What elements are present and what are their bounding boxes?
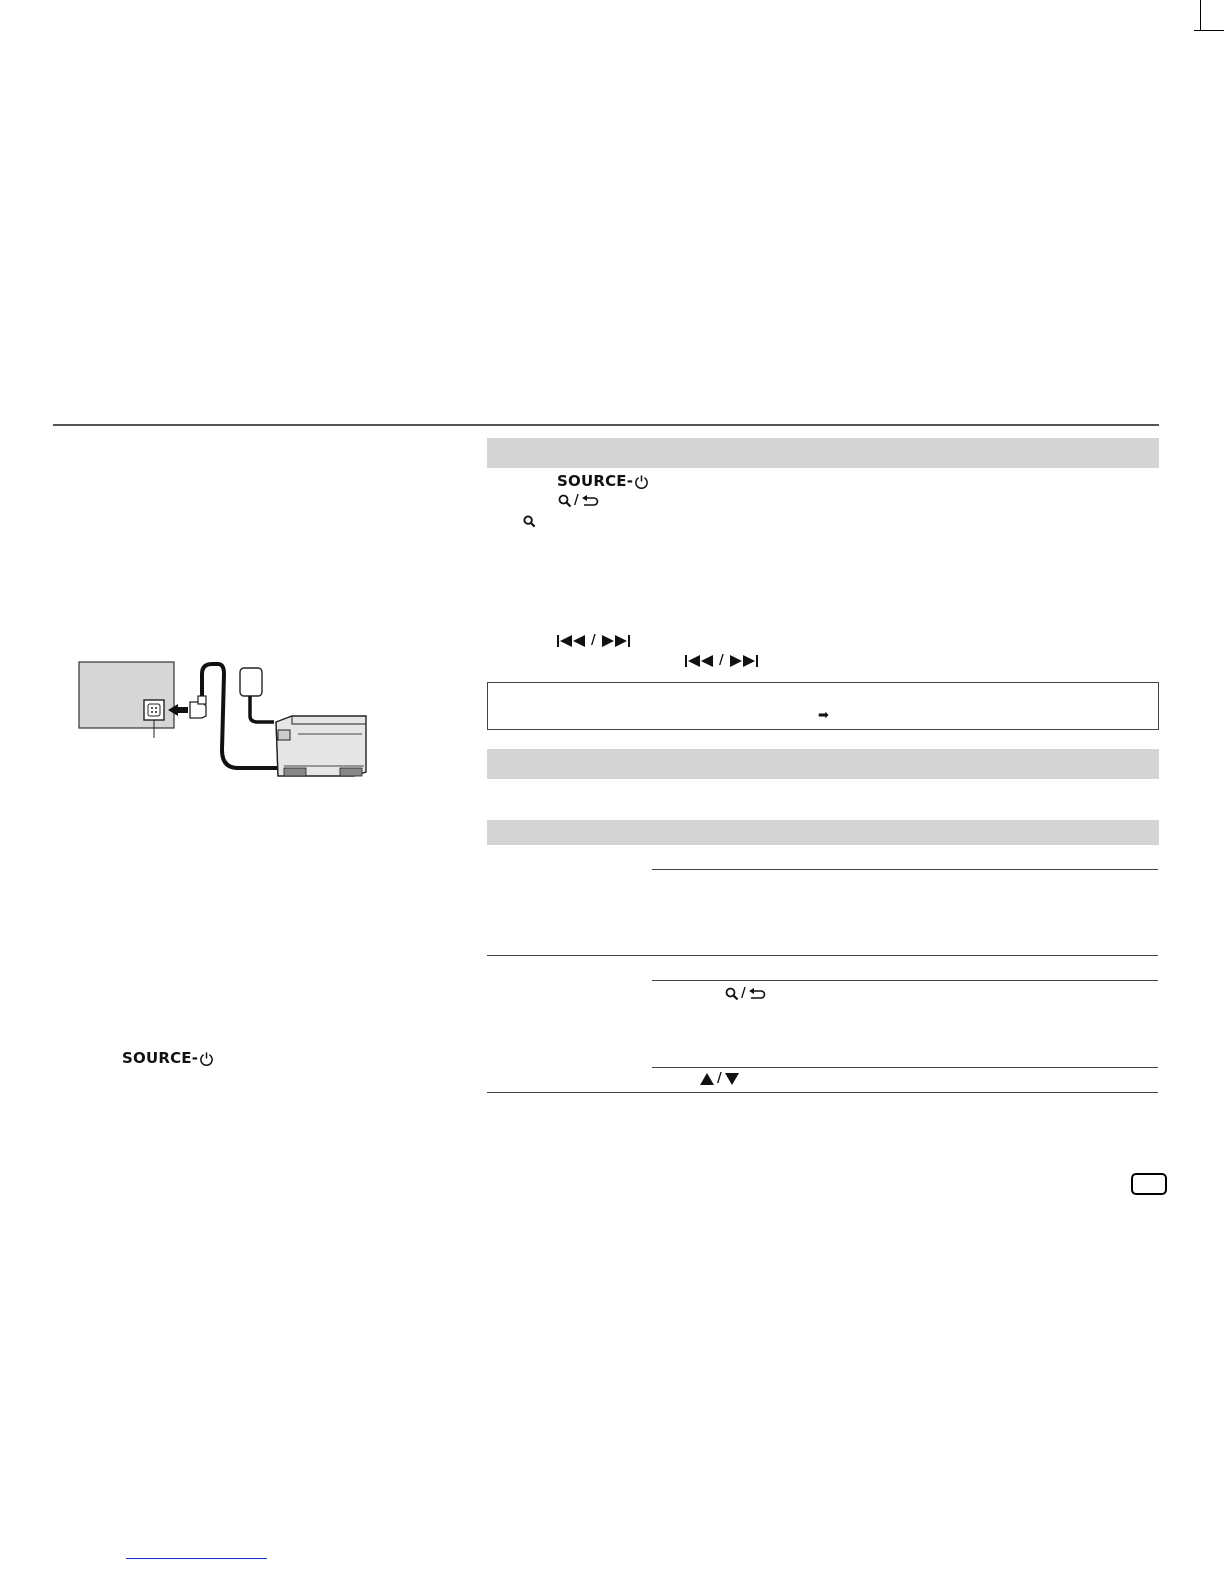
antenna xyxy=(240,668,262,696)
page-number-tab xyxy=(1131,1173,1167,1195)
source-button-label: SOURCE- xyxy=(557,472,634,490)
unit-connector xyxy=(144,700,164,720)
next-arrow-icon: ➡ xyxy=(818,708,829,723)
page-header-rule xyxy=(53,424,1159,426)
note-box xyxy=(487,682,1159,730)
skip-separator: / xyxy=(719,653,724,668)
skip-back-icon xyxy=(557,635,587,647)
search-back-button-ref xyxy=(558,492,599,509)
source-button-ref xyxy=(557,472,649,490)
power-icon xyxy=(199,1051,214,1066)
crop-mark-vertical xyxy=(1200,0,1201,30)
table-bottom-rule xyxy=(487,1092,1158,1093)
skip-buttons-ref xyxy=(557,633,630,649)
table-row-divider xyxy=(487,955,1158,956)
source-button-ref-left xyxy=(122,1049,214,1067)
skip-forward-icon xyxy=(600,635,630,647)
skip-buttons-ref-2 xyxy=(685,653,758,669)
crop-mark-horizontal xyxy=(1194,30,1224,31)
search-back-separator: / xyxy=(741,985,746,1001)
connection-diagram xyxy=(78,660,370,782)
source-button-label: SOURCE- xyxy=(122,1049,199,1067)
table-row-divider xyxy=(652,869,1158,870)
search-icon xyxy=(558,494,572,508)
down-triangle-icon xyxy=(725,1073,739,1085)
arrows-separator: / xyxy=(717,1071,722,1086)
table-search-back-ref xyxy=(725,985,766,1002)
back-arrow-icon xyxy=(581,494,599,508)
hyperlink-underline[interactable] xyxy=(126,1558,267,1559)
search-icon xyxy=(725,987,739,1001)
power-icon xyxy=(634,474,649,489)
table-up-down-ref xyxy=(700,1071,739,1087)
back-arrow-icon xyxy=(748,987,766,1001)
tuner-module xyxy=(276,716,366,776)
search-icon xyxy=(523,515,536,528)
skip-forward-icon xyxy=(728,655,758,667)
search-back-separator: / xyxy=(574,492,579,508)
table-header-bar xyxy=(487,820,1159,845)
up-triangle-icon xyxy=(700,1073,714,1085)
section-header-bar-2 xyxy=(487,749,1159,779)
skip-separator: / xyxy=(591,633,596,648)
table-row-divider xyxy=(652,980,1158,981)
section-header-bar-1 xyxy=(487,438,1159,468)
skip-back-icon xyxy=(685,655,715,667)
table-row-divider xyxy=(652,1067,1158,1068)
